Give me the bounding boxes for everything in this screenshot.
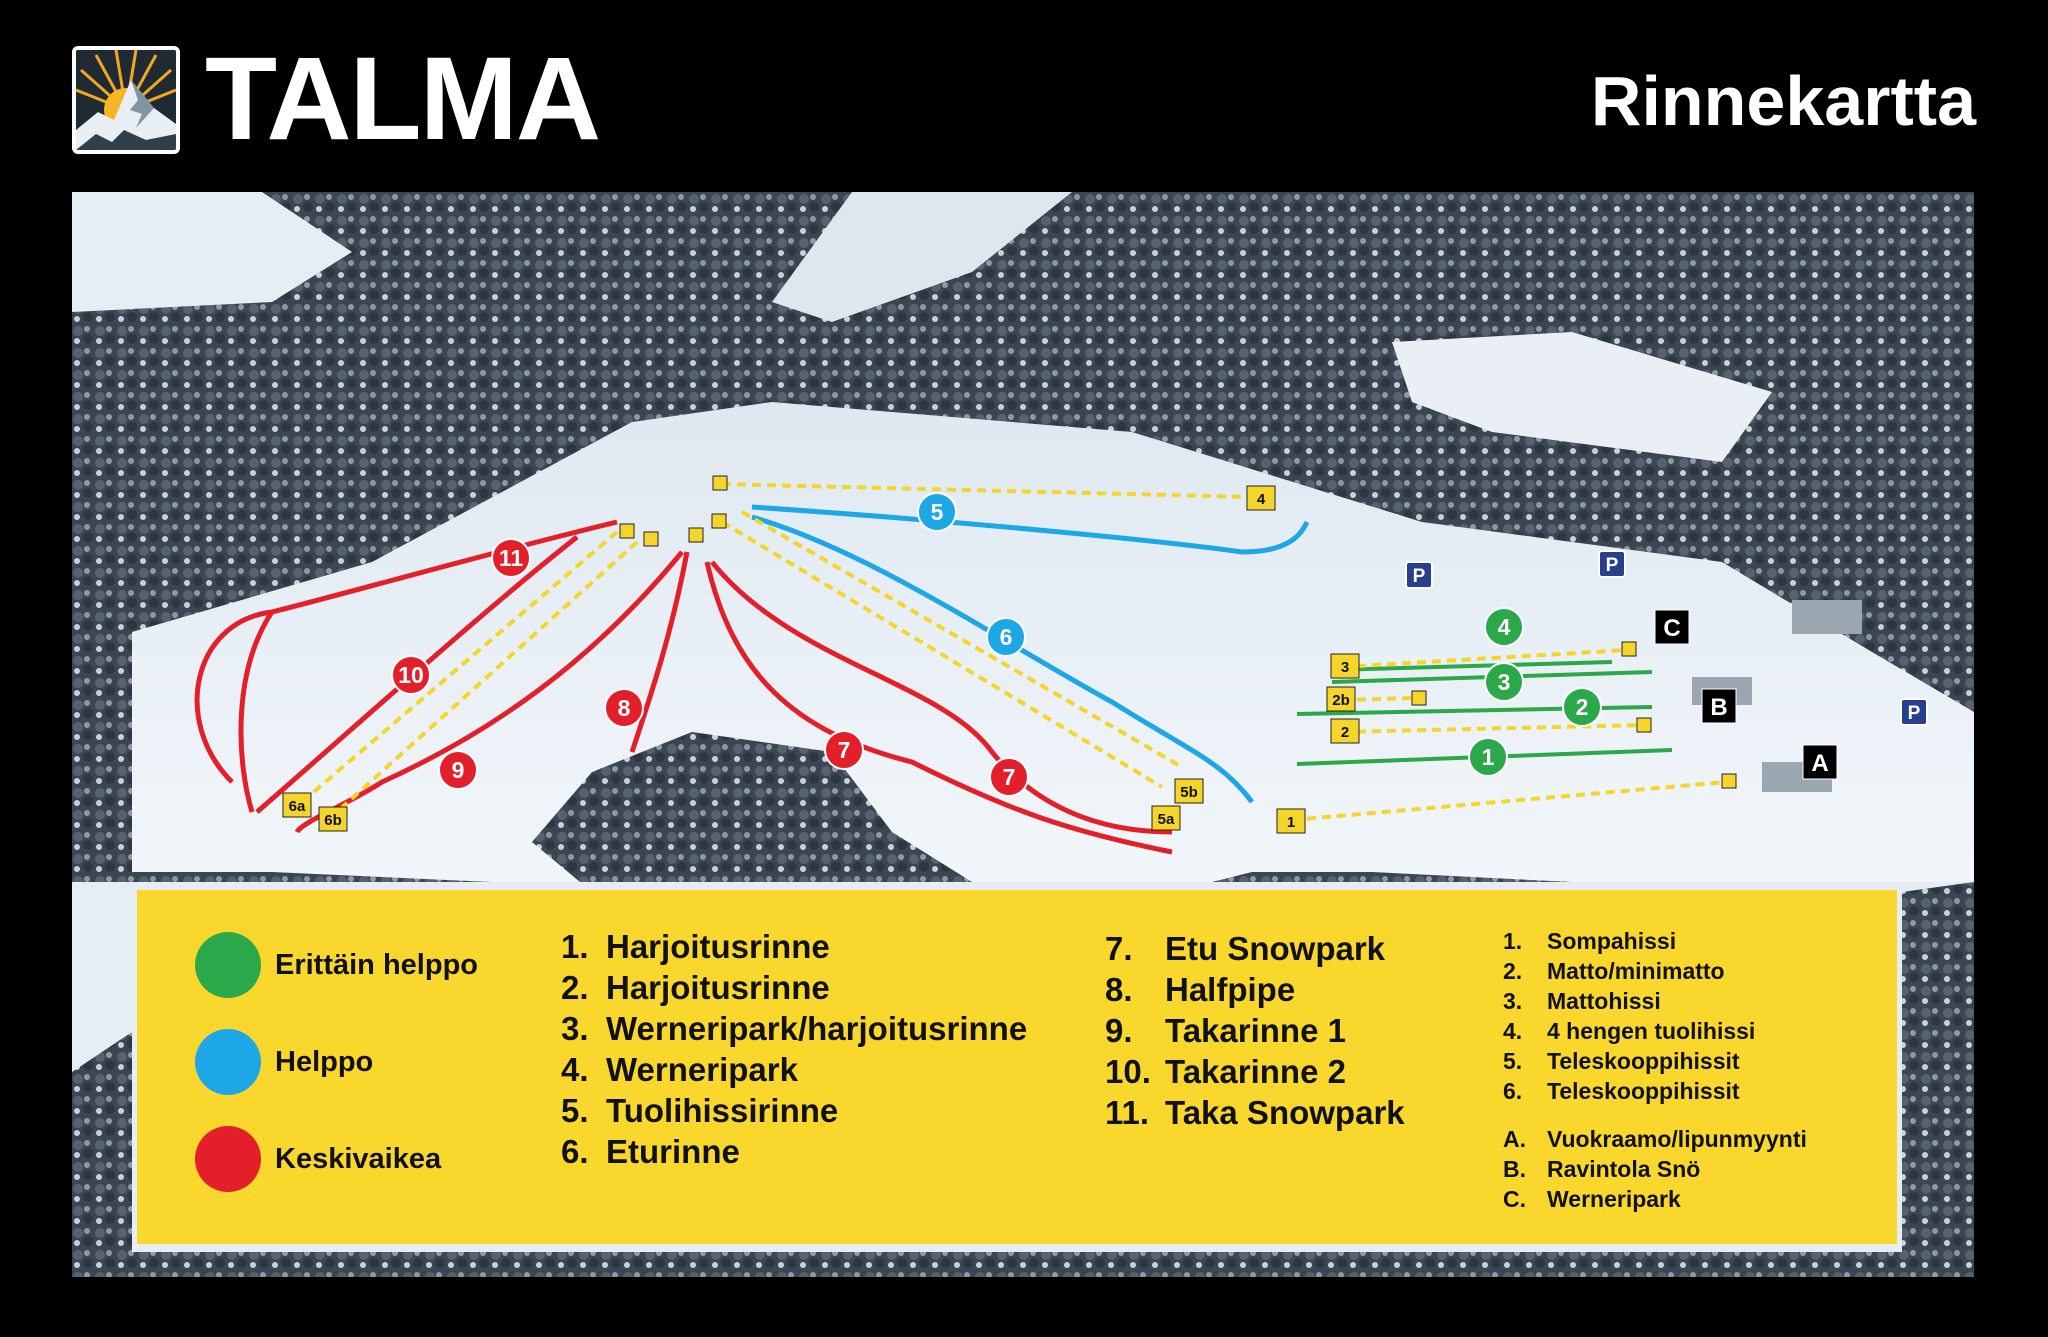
lift-station [713,476,727,490]
facility-letter: B [1710,694,1728,721]
lift-label: 2 [1340,724,1350,741]
parking-badge [1599,551,1625,577]
parking-letter: P [1605,555,1619,576]
list-item [1503,1016,1755,1046]
list-item-name: Matto/minimatto [1547,958,1725,984]
list-item-number: 9. [1105,1012,1133,1049]
run-number: 4 [1497,614,1511,640]
parking-badge [1901,699,1927,725]
lift-station [644,532,658,546]
lift-label-badge [1331,654,1359,678]
list-item-name: Takarinne 1 [1165,1012,1346,1049]
legend-label: Helppo [275,1045,374,1078]
legend-easy [195,1029,373,1095]
list-item [561,1049,1027,1090]
parking-letter: P [1907,703,1921,724]
list-item [561,926,1027,967]
list-item-number: 3. [1503,988,1523,1014]
list-item [1105,969,1405,1010]
header [0,0,2048,190]
list-item-number: 2. [1503,958,1523,984]
list-item-name: Teleskooppihissit [1547,1078,1740,1104]
list-item-number: 6. [1503,1078,1523,1104]
list-item-name: Taka Snowpark [1165,1094,1405,1131]
list-item [1503,926,1755,956]
brand-name: TALMA [205,33,600,165]
list-item [1503,1124,1807,1154]
run-number-badge [1563,688,1601,726]
list-item-number: 7. [1105,930,1133,967]
run-number: 10 [398,662,424,688]
green-circle-icon [195,932,261,998]
run-number-badge [918,493,956,531]
talma-logo [72,46,180,154]
list-item-number: 5. [561,1092,589,1129]
lift-station [1722,774,1736,788]
list-item [1503,1154,1807,1184]
list-item-number: 8. [1105,971,1133,1008]
blue-circle-icon [195,1029,261,1095]
list-item-number: A. [1503,1126,1526,1152]
runs-list-2 [1105,928,1405,1133]
services-list [1503,1124,1807,1214]
list-item [561,1131,1027,1172]
lift-label-badge [319,807,347,831]
mountain-sun-icon [76,50,176,150]
legend-intermediate [195,1126,441,1192]
list-item [1105,1092,1405,1133]
run-number: 2 [1575,694,1589,720]
run-number: 9 [451,757,465,783]
run-number: 6 [999,624,1013,650]
list-item-name: Werneripark/harjoitusrinne [606,1010,1028,1047]
list-item [561,1008,1027,1049]
run-number-badge [392,656,430,694]
lift-station [1637,718,1651,732]
list-item [561,967,1027,1008]
lift-label-badge [1247,486,1275,510]
list-item-number: C. [1503,1186,1526,1212]
lift-station [689,528,703,542]
list-item-name: Harjoitusrinne [606,969,830,1006]
forest-area [72,1032,132,1277]
run-number-badge [439,751,477,789]
facility-letter: C [1663,615,1681,642]
list-item [1503,1184,1807,1214]
facility-badge [1702,689,1736,723]
lift-label: 5a [1157,811,1175,828]
run-number: 11 [498,545,524,571]
list-item-name: Tuolihissirinne [606,1092,839,1129]
list-item [1503,1046,1755,1076]
list-item-name: Ravintola Snö [1547,1156,1701,1182]
lift-label: 2b [1332,692,1350,709]
lift-station [1412,691,1426,705]
lift-station [1622,642,1636,656]
lift-station [620,524,634,538]
list-item-number: 4. [561,1051,589,1088]
list-item-number: 4. [1503,1018,1523,1044]
list-item-number: 1. [1503,928,1523,954]
list-item-name: 4 hengen tuolihissi [1547,1018,1756,1044]
runs-list-1 [561,926,1027,1172]
lift-label-badge [1175,779,1203,803]
run-number: 7 [837,737,851,763]
list-item-number: 2. [561,969,589,1006]
list-item-name: Teleskooppihissit [1547,1048,1740,1074]
run-number: 1 [1481,744,1495,770]
lift-station [712,514,726,528]
lift-label: 6b [324,812,342,829]
run-number: 5 [930,499,944,525]
lift-label-badge [1277,809,1305,833]
run-number-badge [1485,608,1523,646]
list-item [1503,1076,1755,1106]
facility-badge [1803,745,1837,779]
list-item-number: 1. [561,928,589,965]
facility-letter: A [1811,750,1829,777]
run-number-badge [492,539,530,577]
lift-label: 5b [1180,784,1198,801]
list-item [1105,1010,1405,1051]
list-item-number: 6. [561,1133,589,1170]
legend-label: Keskivaikea [275,1142,442,1175]
list-item-name: Sompahissi [1547,928,1677,954]
facility-badge [1655,610,1689,644]
red-circle-icon [195,1126,261,1192]
lift-label: 3 [1340,659,1350,676]
lift-label: 6a [288,798,306,815]
list-item [561,1090,1027,1131]
run-number: 8 [617,695,631,721]
list-item-number: B. [1503,1156,1526,1182]
list-item-name: Werneripark [606,1051,798,1088]
list-item-number: 5. [1503,1048,1523,1074]
list-item-name: Harjoitusrinne [606,928,830,965]
parking-letter: P [1412,566,1426,587]
list-item [1105,928,1405,969]
list-item-name: Halfpipe [1165,971,1296,1008]
run-number-badge [987,618,1025,656]
list-item [1105,1051,1405,1092]
page-title: Rinnekartta [1590,62,1976,140]
lift-label-badge [1331,719,1359,743]
list-item-name: Mattohissi [1547,988,1661,1014]
list-item [1503,986,1755,1016]
run-number-badge [990,758,1028,796]
parking-badge [1406,562,1432,588]
list-item-number: 3. [561,1010,589,1047]
list-item-name: Vuokraamo/lipunmyynti [1547,1126,1807,1152]
run-number-badge [1469,738,1507,776]
lift-label: 4 [1256,491,1266,508]
legend-very-easy [195,932,478,998]
forest-area [132,1252,1902,1277]
list-item-name: Werneripark [1547,1186,1681,1212]
run-number-badge [825,731,863,769]
lifts-list [1503,926,1755,1106]
list-item-name: Eturinne [606,1133,740,1170]
forest-area [1902,882,1974,1277]
legend-label: Erittäin helppo [275,948,478,981]
list-item-number: 10. [1105,1053,1151,1090]
run-number: 3 [1497,669,1511,695]
legend-panel [137,890,1897,1244]
list-item-name: Takarinne 2 [1165,1053,1346,1090]
run-number-badge [605,689,643,727]
run-number: 7 [1002,764,1016,790]
lift-label-badge [283,793,311,817]
lift-label: 1 [1286,814,1296,831]
list-item-number: 11. [1105,1094,1150,1131]
lift-label-badge [1327,687,1355,711]
list-item-name: Etu Snowpark [1165,930,1386,967]
building [1792,600,1862,634]
run-number-badge [1485,663,1523,701]
lift-label-badge [1152,806,1180,830]
list-item [1503,956,1755,986]
